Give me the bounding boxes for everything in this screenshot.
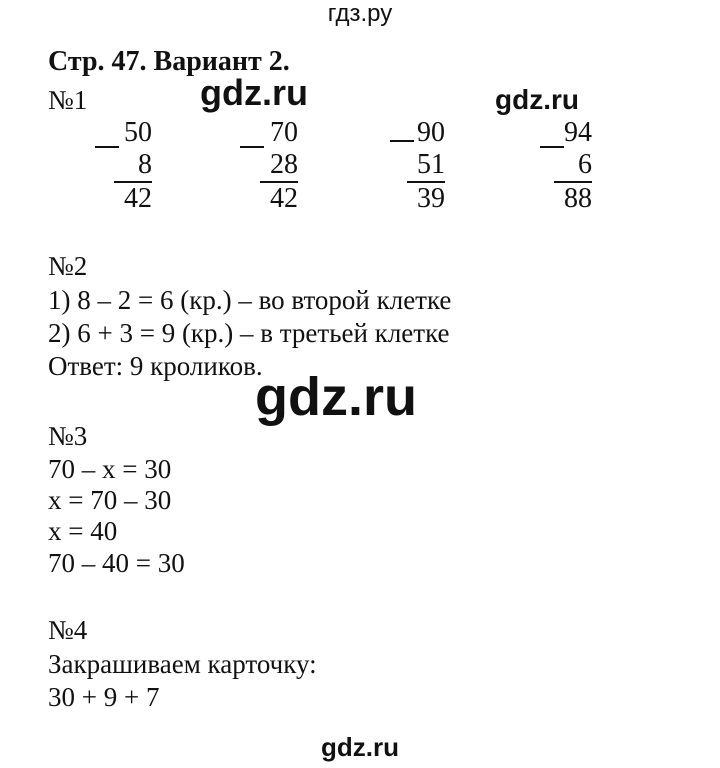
- column-subtrahend: 6: [554, 149, 592, 183]
- task4-line: Закрашиваем карточку:: [48, 649, 317, 679]
- column-minuend: 94: [564, 117, 592, 148]
- task2-answer: Ответ: 9 кроликов.: [48, 351, 263, 381]
- task3-line: 70 – 40 = 30: [48, 548, 185, 578]
- page-title: Стр. 47. Вариант 2.: [48, 46, 290, 77]
- watermark: gdz.ru: [200, 72, 308, 113]
- column-result: 42: [124, 183, 152, 214]
- watermark: gdz.ru: [321, 732, 399, 762]
- column-minuend: 50: [124, 117, 152, 148]
- column-subtrahend: 28: [260, 149, 298, 183]
- watermark: gdz.ru: [495, 84, 579, 115]
- column-result: 88: [564, 183, 592, 214]
- task2-line: 2) 6 + 3 = 9 (кр.) – в третьей клетке: [48, 318, 450, 348]
- task3-line: 70 – x = 30: [48, 454, 172, 484]
- task2-line: 1) 8 – 2 = 6 (кр.) – во второй клетке: [48, 285, 452, 315]
- column-result: 42: [270, 183, 298, 214]
- column-subtrahend: 51: [407, 149, 445, 183]
- task2-label: №2: [48, 251, 88, 281]
- task1-label: №1: [48, 85, 88, 115]
- column-minuend: 70: [270, 117, 298, 148]
- column-minuend: 90: [417, 117, 445, 148]
- watermark: gdz.ru: [255, 367, 417, 427]
- column-result: 39: [417, 183, 445, 214]
- site-header: гдз.ру: [327, 0, 393, 27]
- column-subtrahend: 8: [114, 149, 152, 183]
- task4-label: №4: [48, 615, 88, 645]
- task3-line: x = 40: [48, 516, 118, 546]
- task4-line: 30 + 9 + 7: [48, 682, 160, 712]
- task3-label: №3: [48, 421, 88, 451]
- task3-line: x = 70 – 30: [48, 485, 172, 515]
